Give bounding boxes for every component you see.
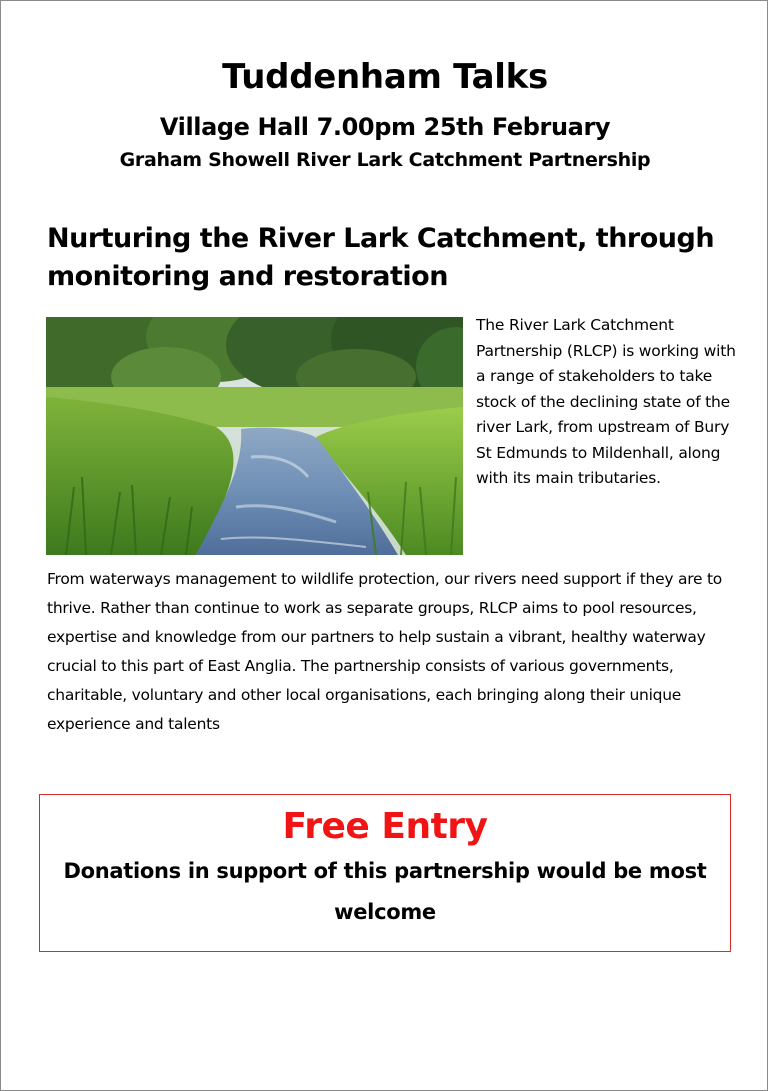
speaker-line: Graham Showell River Lark Catchment Partnership	[119, 149, 651, 171]
free-entry-label: Free Entry	[282, 806, 488, 847]
poster-title: Tuddenham Talks	[222, 57, 548, 97]
intro-paragraph: The River Lark Catchment Partnership (RLCP) is working with a range of stakeholders to take stock of the declining state of the river Lark, from upstream of Bury St Edmunds to Mildenhall, along with its main tributaries.	[476, 316, 736, 487]
river-photo	[46, 317, 463, 555]
venue-time: Village Hall 7.00pm 25th February	[159, 113, 611, 141]
free-entry-box	[39, 794, 731, 952]
donations-note: Donations in support of this partnership would be most welcome	[63, 859, 707, 924]
talk-heading: Nurturing the River Lark Catchment, through monitoring and restoration	[47, 223, 715, 292]
body-paragraph: From waterways management to wildlife protection, our rivers need support if they are to thrive. Rather than continue to work as separate groups, RLCP aims to pool resources, expertise and knowledge from our partners to help sustain a vibrant, healthy waterway crucial to this part of East Anglia. The partnership consists of various governments, charitable, voluntary and other local organisations, each bringing along their unique experience and talents	[47, 570, 723, 733]
